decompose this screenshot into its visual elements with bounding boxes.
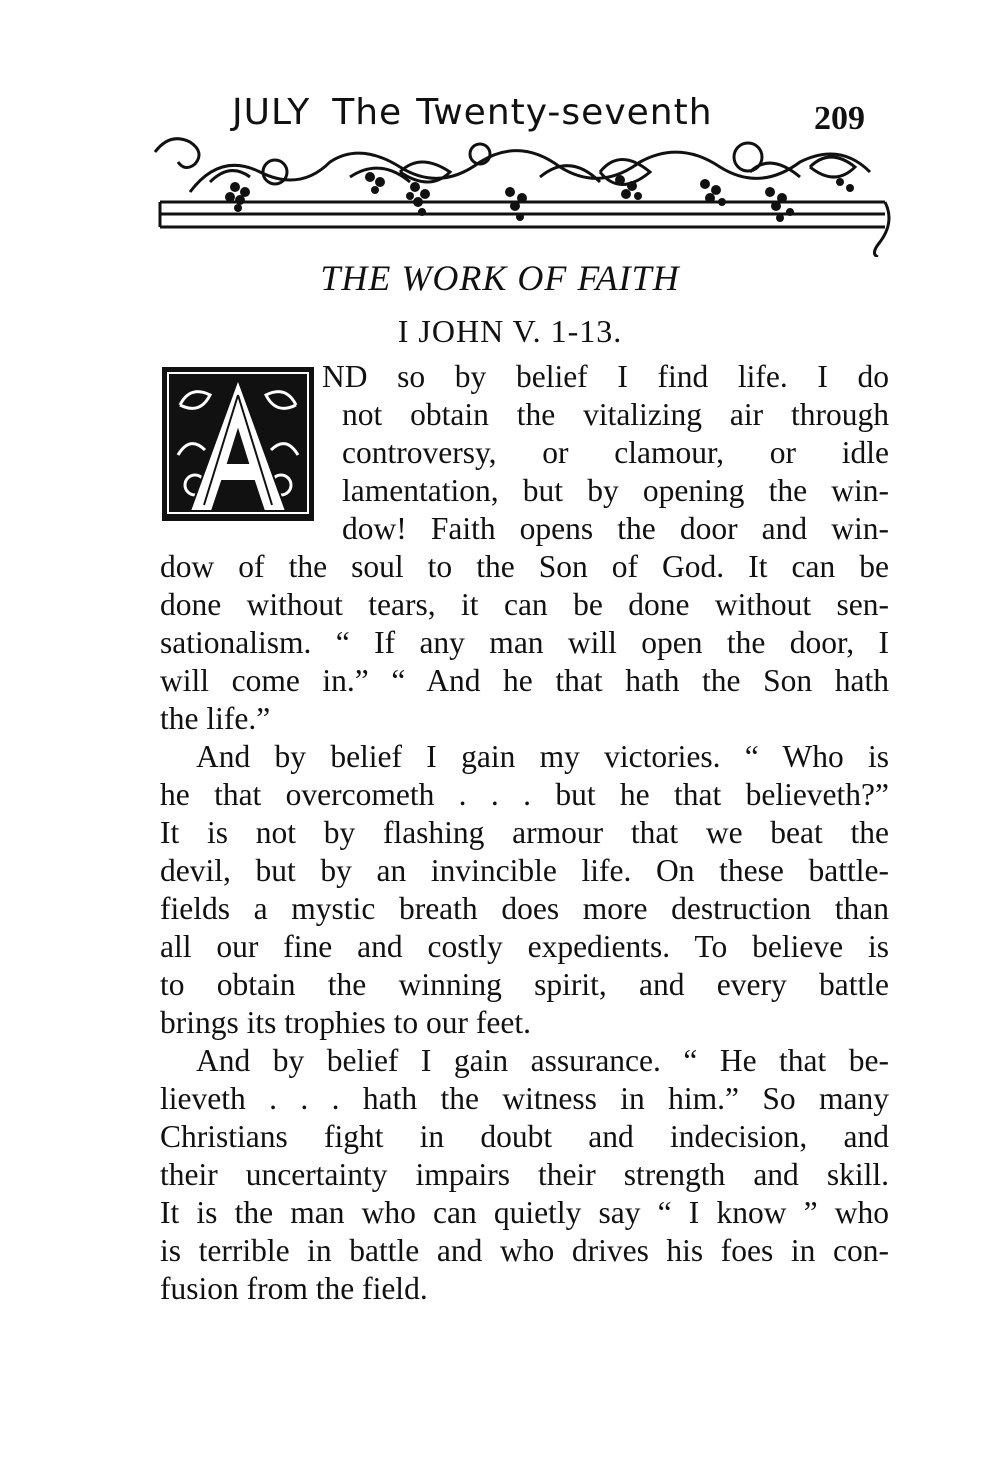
text-line: controversy, or clamour, or idle [342, 435, 889, 470]
text-line: all our fine and costly expedients. To believe is [160, 929, 889, 964]
text-line: done without tears, it can be done without sen- [160, 587, 889, 622]
text-line: And by belief I gain assurance. “ He that be- [196, 1043, 889, 1078]
illuminated-drop-cap-icon [160, 365, 316, 523]
text-line: Christians fight in doubt and indecision, and [160, 1119, 889, 1154]
text-line: fusion from the field. [160, 1271, 428, 1306]
running-header [232, 92, 713, 133]
text-line: It is the man who can quietly say “ I know ” who [160, 1195, 889, 1230]
text-line: And by belief I gain my victories. “ Who is [196, 739, 889, 774]
text-line: their uncertainty impairs their strength and skill. [160, 1157, 889, 1192]
text-line: fields a mystic breath does more destruction than [160, 891, 889, 926]
text-line: ND so by belief I find life. I do [322, 359, 889, 394]
text-line: brings its trophies to our feet. [160, 1005, 531, 1040]
text-line: dow of the soul to the Son of God. It can be [160, 549, 889, 584]
text-line: dow! Faith opens the door and win- [342, 511, 889, 546]
scripture-reference: I JOHN V. 1-13. [397, 313, 623, 349]
header-the: The [332, 92, 403, 133]
grapevine-ornament-icon [150, 132, 895, 257]
text-line: is terrible in battle and who drives his foes in con- [160, 1233, 889, 1268]
header-day: Twenty-seventh [416, 92, 713, 133]
text-line: to obtain the winning spirit, and every battle [160, 967, 889, 1002]
text-line: devil, but by an invincible life. On these battle- [160, 853, 889, 888]
text-line: lieveth . . . hath the witness in him.” So many [160, 1081, 889, 1116]
text-line: lamentation, but by opening the win- [342, 473, 889, 508]
header-month: JULY [232, 92, 311, 133]
page-number: 209 [814, 100, 865, 137]
text-line: sationalism. “ If any man will open the door, I [160, 625, 889, 660]
text-line: the life.” [160, 701, 271, 736]
chapter-title: THE WORK OF FAITH [320, 258, 680, 298]
text-line: will come in.” “ And he that hath the Son hath [160, 663, 889, 698]
text-line: It is not by flashing armour that we beat the [160, 815, 889, 850]
text-line: he that overcometh . . . but he that believeth?” [160, 777, 889, 812]
text-line: not obtain the vitalizing air through [342, 397, 889, 432]
